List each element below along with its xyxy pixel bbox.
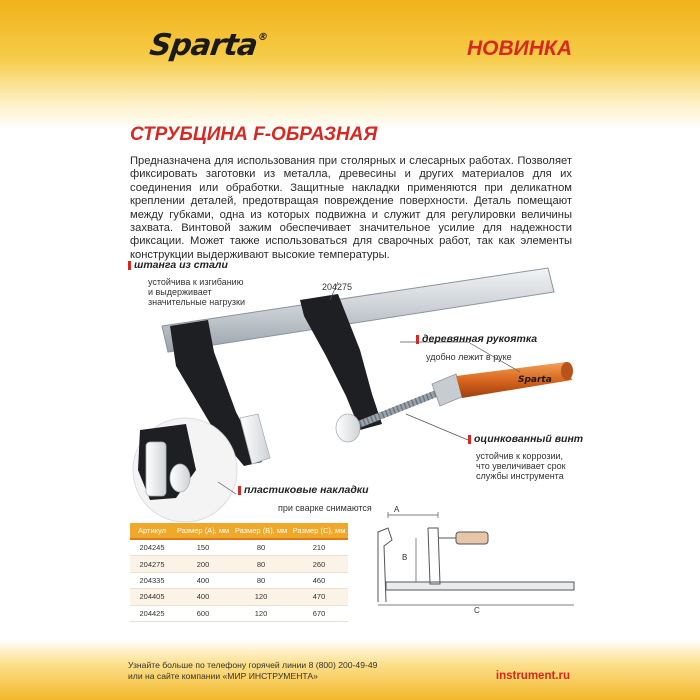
dimension-diagram xyxy=(378,512,574,605)
cell: 260 xyxy=(290,556,348,572)
cell: 204245 xyxy=(130,539,174,556)
table-row xyxy=(130,589,348,605)
callout-bar-line2: и выдерживает xyxy=(148,287,212,297)
cell: 204335 xyxy=(130,572,174,588)
dim-c: C xyxy=(474,606,480,615)
novelty-label: НОВИНКА xyxy=(466,37,572,60)
brand-logo: Sparta® xyxy=(147,28,268,63)
table-row xyxy=(130,605,348,621)
col-article: Артикул xyxy=(130,523,174,539)
callout-screw-line3: службы инструмента xyxy=(476,471,564,481)
col-size-a: Размер (А), мм xyxy=(174,523,232,539)
cell: 80 xyxy=(232,539,290,556)
footer-banner xyxy=(0,640,700,700)
sliding-jaw-pad xyxy=(336,414,360,442)
table-row xyxy=(130,539,348,556)
callout-screw-line1: устойчив к коррозии, xyxy=(476,451,564,461)
callout-handle-title: деревянная рукоятка xyxy=(422,333,538,345)
handle-brand-mark: Sparta xyxy=(518,375,552,385)
cell: 80 xyxy=(232,556,290,572)
callout-screw-title: оцинкованный винт xyxy=(474,433,584,445)
callout-bar-title: штанга из стали xyxy=(134,259,228,271)
callout-handle-text: удобно лежит в руке xyxy=(426,352,512,362)
callout-marker-pads xyxy=(238,486,241,495)
cell: 210 xyxy=(290,539,348,556)
callout-pads-title: пластиковые накладки xyxy=(244,484,369,496)
cell: 400 xyxy=(174,589,232,605)
product-title: СТРУБЦИНА F-ОБРАЗНАЯ xyxy=(130,124,378,145)
footer-hotline: Узнайте больше по телефону горячей линии 8 (800) 200-49-49 xyxy=(128,660,378,670)
callout-marker-bar xyxy=(128,261,131,270)
cell: 204425 xyxy=(130,605,174,621)
col-size-b: Размер (В), мм xyxy=(232,523,290,539)
cell: 600 xyxy=(174,605,232,621)
website-link[interactable]: instrument.ru xyxy=(495,670,570,682)
cell: 120 xyxy=(232,589,290,605)
cell: 120 xyxy=(232,605,290,621)
wooden-handle xyxy=(456,362,572,398)
table-row xyxy=(130,572,348,588)
cell: 470 xyxy=(290,589,348,605)
callout-pads-text: при сварке снимаются xyxy=(278,503,372,513)
dim-a: A xyxy=(394,505,400,514)
cell: 460 xyxy=(290,572,348,588)
footer-company: или на сайте компании «МИР ИНСТРУМЕНТА» xyxy=(128,671,318,681)
callout-screw-line2: что увеличивает срок xyxy=(476,461,566,471)
col-size-c: Размер (С), мм xyxy=(290,523,348,539)
callout-bar-line3: значительные нагрузки xyxy=(148,297,245,307)
cell: 80 xyxy=(232,572,290,588)
dim-b: B xyxy=(402,553,408,562)
cell: 150 xyxy=(174,539,232,556)
cell: 200 xyxy=(174,556,232,572)
cell: 670 xyxy=(290,605,348,621)
callout-marker-handle xyxy=(416,335,419,344)
cell: 204405 xyxy=(130,589,174,605)
table-row xyxy=(130,556,348,572)
cell: 400 xyxy=(174,572,232,588)
leader-screw xyxy=(406,414,468,440)
table-header-row xyxy=(130,523,348,539)
spec-table xyxy=(130,523,348,622)
product-description: Предназначена для использования при столярных и слесарных работах. Позволяет фиксировать заготовки из металла, древесины и других материалов для их соединения или обработки. Защитные накладки применяются при деликатном креплении деталей, предотвращая повреждение поверхности. Деталь помещают между губками, одна из которых подвижна и служит для регулировки величины захвата. Винтовой зажим обеспечивает значительное усилие для надежности фиксации. Может также использоваться для сварочных работ, так как элементы конструкции выдерживают высокие температуры. xyxy=(130,155,572,261)
article-number-label: 204275 xyxy=(322,282,353,292)
cell: 204275 xyxy=(130,556,174,572)
callout-bar-line1: устойчива к изгибанию xyxy=(148,277,244,287)
callout-marker-screw xyxy=(468,435,471,444)
